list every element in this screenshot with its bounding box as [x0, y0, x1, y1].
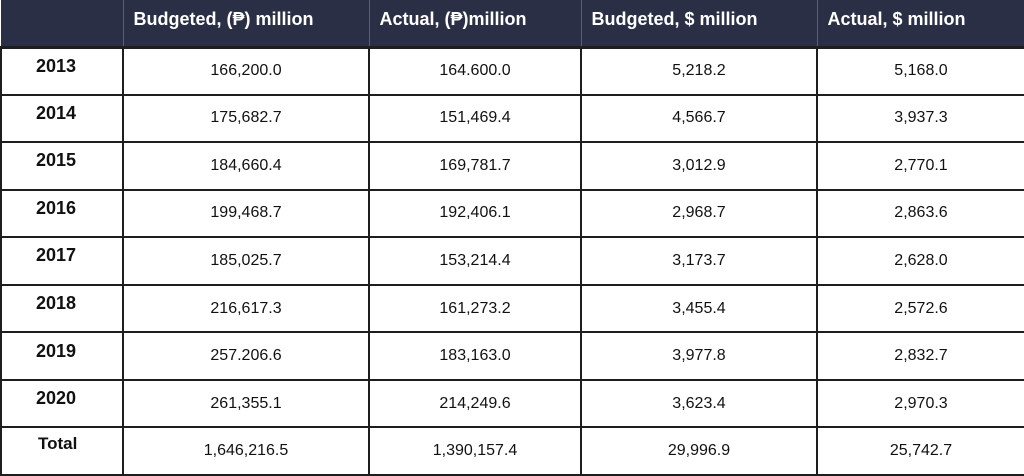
cell-actual-usd: 2,863.6	[817, 190, 1024, 238]
header-cell-budgeted-php: Budgeted, (₱) million	[123, 0, 369, 47]
row-label: 2015	[1, 142, 123, 190]
total-budgeted-php: 1,646,216.5	[123, 427, 369, 475]
total-actual-usd: 25,742.7	[817, 427, 1024, 475]
cell-actual-usd: 2,628.0	[817, 237, 1024, 285]
total-budgeted-usd: 29,996.9	[581, 427, 817, 475]
cell-actual-php: 183,163.0	[369, 332, 581, 380]
total-row	[1, 427, 1024, 475]
cell-actual-usd: 5,168.0	[817, 47, 1024, 95]
table-row	[1, 380, 1024, 428]
header-row	[1, 0, 1024, 47]
table-row	[1, 237, 1024, 285]
row-label: 2016	[1, 190, 123, 238]
header-cell-budgeted-usd: Budgeted, $ million	[581, 0, 817, 47]
total-actual-php: 1,390,157.4	[369, 427, 581, 475]
cell-budgeted-php: 261,355.1	[123, 380, 369, 428]
cell-budgeted-usd: 3,012.9	[581, 142, 817, 190]
row-label: 2019	[1, 332, 123, 380]
cell-actual-usd: 3,937.3	[817, 95, 1024, 143]
table-row	[1, 332, 1024, 380]
cell-budgeted-php: 185,025.7	[123, 237, 369, 285]
header-cell-actual-php: Actual, (₱)million	[369, 0, 581, 47]
cell-budgeted-usd: 5,218.2	[581, 47, 817, 95]
cell-budgeted-php: 166,200.0	[123, 47, 369, 95]
cell-actual-php: 153,214.4	[369, 237, 581, 285]
table-body	[1, 47, 1024, 475]
cell-budgeted-php: 175,682.7	[123, 95, 369, 143]
table-row	[1, 285, 1024, 333]
cell-budgeted-php: 199,468.7	[123, 190, 369, 238]
row-label: 2017	[1, 237, 123, 285]
cell-actual-usd: 2,832.7	[817, 332, 1024, 380]
cell-actual-usd: 2,970.3	[817, 380, 1024, 428]
row-label: 2018	[1, 285, 123, 333]
cell-budgeted-usd: 3,455.4	[581, 285, 817, 333]
cell-actual-usd: 2,770.1	[817, 142, 1024, 190]
cell-actual-php: 151,469.4	[369, 95, 581, 143]
total-label: Total	[1, 427, 123, 475]
cell-actual-php: 161,273.2	[369, 285, 581, 333]
header-cell-actual-usd: Actual, $ million	[817, 0, 1024, 47]
cell-actual-php: 169,781.7	[369, 142, 581, 190]
cell-actual-usd: 2,572.6	[817, 285, 1024, 333]
header-cell-year	[1, 0, 123, 47]
table-row	[1, 142, 1024, 190]
table-row	[1, 47, 1024, 95]
cell-budgeted-usd: 3,623.4	[581, 380, 817, 428]
row-label: 2020	[1, 380, 123, 428]
table-row	[1, 95, 1024, 143]
table-header	[1, 0, 1024, 47]
cell-actual-php: 214,249.6	[369, 380, 581, 428]
row-label: 2013	[1, 47, 123, 95]
cell-budgeted-usd: 4,566.7	[581, 95, 817, 143]
cell-budgeted-usd: 3,977.8	[581, 332, 817, 380]
cell-budgeted-php: 184,660.4	[123, 142, 369, 190]
cell-budgeted-php: 216,617.3	[123, 285, 369, 333]
cell-budgeted-usd: 3,173.7	[581, 237, 817, 285]
table-row	[1, 190, 1024, 238]
cell-actual-php: 192,406.1	[369, 190, 581, 238]
cell-actual-php: 164.600.0	[369, 47, 581, 95]
cell-budgeted-usd: 2,968.7	[581, 190, 817, 238]
row-label: 2014	[1, 95, 123, 143]
cell-budgeted-php: 257.206.6	[123, 332, 369, 380]
